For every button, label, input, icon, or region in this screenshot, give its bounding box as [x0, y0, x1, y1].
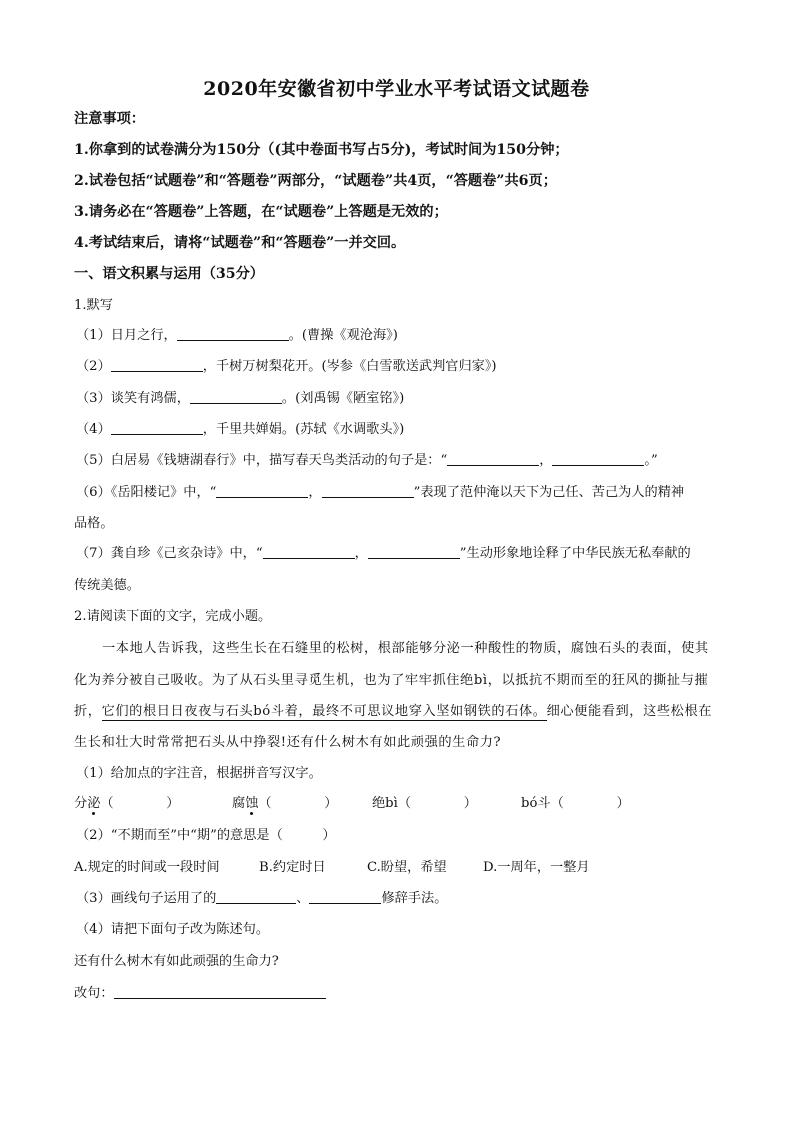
word-2-dotted-char: 蚀 — [245, 796, 259, 811]
sub4-label: （4）请把下面句子改为陈述句。 — [76, 922, 270, 937]
q1-item-5 — [76, 452, 658, 470]
passage-line-3 — [74, 703, 712, 721]
passage-line-2: 化为养分被自己吸收。为了从石头里寻觅生机，也为了牢牢抓住绝bì，以抵抗不期而至的狂风的撕扯与摧 — [74, 673, 709, 688]
q1-item-6 — [76, 484, 684, 502]
q1-item-4-blank[interactable] — [111, 421, 203, 435]
sub3-mid: 、 — [296, 891, 310, 906]
q1-item-3 — [76, 390, 404, 408]
q1-item-7-cont: 传统美德。 — [74, 578, 140, 593]
section-heading: 一、语文积累与运用（35分） — [74, 266, 264, 282]
page-title: 2020年安徽省初中学业水平考试语文试题卷 — [203, 78, 590, 100]
q1-item-7 — [76, 545, 691, 563]
sub1-word-1 — [74, 795, 180, 813]
option-b[interactable]: B.约定时日 — [259, 860, 326, 875]
sub4-answer — [74, 985, 326, 1003]
q1-item-5-post: 。” — [644, 453, 658, 468]
q1-item-1-pre: （1）日月之行， — [76, 328, 177, 343]
word-2-char: 腐 — [232, 796, 246, 811]
option-a[interactable]: A.规定的时间或一段时间 — [74, 860, 220, 875]
q1-item-7-mid: ， — [354, 546, 368, 561]
q1-item-7-pre: （7）龚自珍《己亥杂诗》中，“ — [76, 546, 263, 561]
passage-line-3-pre: 折， — [74, 704, 102, 719]
question-1-label: 1.默写 — [74, 298, 113, 313]
q1-item-5-blank-a[interactable] — [447, 452, 539, 466]
q1-item-7-blank-a[interactable] — [263, 545, 355, 559]
q1-item-4-pre: （4） — [76, 422, 111, 437]
q1-item-4 — [76, 421, 404, 439]
underlined-sentence: 它们的根日日夜夜与石头bó斗着，最终不可思议地穿入坚如钢铁的石体。 — [101, 704, 547, 719]
sub4-answer-label: 改句： — [74, 986, 114, 1001]
q1-item-6-post: ”表现了范仲淹以天下为己任、苦己为人的精神 — [413, 485, 685, 500]
q1-item-5-mid: ， — [539, 453, 553, 468]
notice-item-1: 1.你拿到的试卷满分为150分（(其中卷面书写占5分)，考试时间为150分钟； — [74, 142, 569, 158]
sub3-pre: （3）画线句子运用了的 — [76, 891, 217, 906]
q1-item-2-post: ，千树万树梨花开。(岑参《白雪歌送武判官归家》) — [202, 359, 497, 374]
word-1-answer-paren[interactable]: （ ） — [100, 796, 180, 811]
passage-line-4: 生长和壮大时常常把石头从中挣裂!还有什么树木有如此顽强的生命力? — [74, 735, 502, 750]
passage-line-1: 一本地人告诉我，这些生长在石缝里的松树，根部能够分泌一种酸性的物质，腐蚀石头的表面，使其 — [102, 641, 709, 656]
q1-item-1 — [76, 327, 398, 345]
sub1-word-2 — [232, 795, 338, 813]
sub3-blank-b[interactable] — [309, 890, 381, 904]
q1-item-6-pre: （6）《岳阳楼记》中，“ — [76, 485, 217, 500]
q1-item-5-blank-b[interactable] — [552, 452, 644, 466]
q1-item-2-pre: （2） — [76, 359, 111, 374]
q1-item-6-cont: 品格。 — [74, 516, 114, 531]
word-2-answer-paren[interactable]: （ ） — [258, 796, 338, 811]
word-4-pinyin: bó斗 — [521, 796, 551, 811]
sub3-post: 修辞手法。 — [381, 891, 448, 906]
q1-item-7-blank-b[interactable] — [368, 545, 460, 559]
word-4-answer-paren[interactable]: （ ） — [550, 796, 630, 811]
notice-item-4: 4.考试结束后，请将“试题卷”和“答题卷”一并交回。 — [74, 235, 406, 251]
q1-item-4-post: ，千里共婵娟。(苏轼《水调歌头》) — [202, 422, 405, 437]
q1-item-3-pre: （3）谈笑有鸿儒， — [76, 391, 190, 406]
q1-item-1-post: 。(曹操《观沧海》) — [288, 328, 398, 343]
notice-heading: 注意事项： — [74, 111, 145, 127]
sub3-blank-a[interactable] — [216, 890, 296, 904]
sub4-answer-line[interactable] — [114, 985, 326, 999]
q1-item-3-blank[interactable] — [190, 390, 282, 404]
sub3 — [76, 890, 447, 908]
q1-item-2 — [76, 358, 497, 376]
q1-item-7-post: ”生动形象地诠释了中华民族无私奉献的 — [459, 546, 691, 561]
option-d[interactable]: D.一周年，一整月 — [483, 860, 590, 875]
q1-item-5-pre: （5）白居易《钱塘湖春行》中，描写春天鸟类活动的句子是：“ — [76, 453, 448, 468]
word-1-dotted-char: 泌 — [87, 796, 101, 811]
q1-item-6-blank-b[interactable] — [322, 484, 414, 498]
sub1-word-4 — [521, 795, 630, 813]
word-3-answer-paren[interactable]: （ ） — [397, 796, 477, 811]
passage-line-3-post: 细心便能看到，这些松根在 — [546, 704, 713, 719]
option-c[interactable]: C.盼望，希望 — [367, 860, 447, 875]
notice-item-2: 2.试卷包括“试题卷”和“答题卷”两部分，“试题卷”共4页，“答题卷”共6页； — [74, 173, 557, 189]
word-1-char: 分 — [74, 796, 88, 811]
q1-item-6-mid: ， — [308, 485, 322, 500]
q1-item-3-post: 。(刘禹锡《陋室铭》) — [281, 391, 405, 406]
sub2-label: （2）“不期而至”中“期”的意思是（ ） — [76, 828, 336, 843]
q1-item-1-blank[interactable] — [177, 327, 289, 341]
sub1-label: （1）给加点的字注音，根据拼音写汉字。 — [76, 766, 322, 781]
sub4-sentence: 还有什么树木有如此顽强的生命力? — [74, 954, 279, 969]
sub1-word-3 — [372, 795, 477, 813]
notice-item-3: 3.请务必在“答题卷”上答题，在“试题卷”上答题是无效的； — [74, 204, 448, 220]
q1-item-2-blank[interactable] — [111, 358, 203, 372]
word-3-pinyin: 绝bì — [372, 796, 398, 811]
q1-item-6-blank-a[interactable] — [216, 484, 308, 498]
question-2-label: 2.请阅读下面的文字，完成小题。 — [74, 609, 272, 624]
